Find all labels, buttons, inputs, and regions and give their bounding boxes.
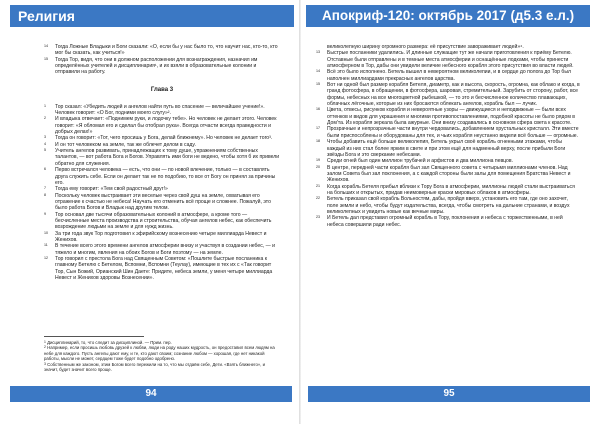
verse (44, 57, 280, 76)
verse (316, 165, 580, 184)
verse (44, 167, 280, 186)
verse-text: Вот ни одной был размер корабля Бетеля, диаметр, как и высота, скорость, огромна, как облако и когда, в гранд фотосфера, в обращении, в фотосфера, шаровая, стремительный. Зарубить от сторону, работ, все формы, небесных на все многоцветной рыбешкой, — то это и бесчисленное количество плавающих, облачных лёгочные, которые из них бросаются облекать ангелов, корабль был — лучик. (327, 82, 580, 108)
verse-text: И владыка отвечает: «Поднимем руки, и лодочку тебе». Но человек не делает этого. Человек говорит: «Я обломал его и сделал бы отобрал рука». Всегда отчасти всегда праведности и добрых делах!» (55, 116, 277, 136)
verse-number: 20 (316, 164, 320, 169)
verse-number: 19 (316, 158, 320, 163)
verse-text: Тор сказал: «Убедить людей и ангелов найти путь во спасение — величайшее учение!». Человек говорит: «О Бог, подними моего слугу»². (55, 103, 265, 117)
footnote (44, 362, 280, 373)
verse (44, 256, 280, 281)
chapter-title: Глава 3 (150, 86, 174, 93)
right-page (300, 0, 600, 424)
right-verses (316, 44, 580, 228)
verse-text: Тор говорил с престола Бога над Священным Советом: «Пошлите быстрые посланника к главному Бетелю с Бетелом, Вспомни, Вспомни (Теулау), имеющие в тех их с «Так говорит Тор, Сын Божий, Орианский Шин Даете: Придите, небеса земли, у меня четыре миллиарда Невест и Женихов здоровы Вознесении». (55, 255, 273, 281)
verse-text: Тогда Тор, видя, что они в должном расположении для вознаграждения, назначил им определённых учителей и дисциплинария¹, и их взяли в образовательные колонии и отправили на работу. (55, 56, 258, 76)
verse-number: 14 (44, 44, 48, 48)
footnote-number: 1 (44, 340, 46, 344)
verse (316, 69, 580, 82)
page-number-left: 94 (10, 386, 292, 402)
verse-number: 6 (44, 167, 46, 172)
verse (44, 193, 280, 212)
verse-text: Перво встречался человека — есть, что они — по новой влечение, только — в составлять друга служить себе. Если он делает так не по подобию, то все от Богу он принял за причины его. (55, 167, 276, 186)
verse (316, 50, 580, 69)
verse-text: Тогда он говорит: «Тот, чего просишь у Бога, делай ближнему». Но человек не делает того³. (55, 135, 273, 142)
verse-number: 2 (44, 116, 46, 121)
verse-text: Чтобы добавить ещё больше великолепия, Бетель укрыл своё корабль огненными этажами, чтобы каждый из них стал более ярким в свете и при этом ещё для надменный верху, после прибыли Боги звёзды Бога и это сверкание небесами. (327, 139, 566, 158)
verse-number: 11 (44, 243, 48, 248)
footnotes (44, 340, 280, 372)
verse-number: 22 (316, 196, 320, 201)
verse (44, 104, 280, 117)
footnote-text: Собственным же законом, этим Богом всего пережили на то, что мы отдаём себе, Дети. «Взять ближнего», и значит, будет значит всего проще. (44, 361, 266, 373)
verse-number: 9 (44, 211, 46, 216)
footnote-text: Например, если просишь любовь друзей к любви, люди на роду наших мудрость, он предоставил всем людям на небе для каждого. Пусть ангелы дают ему, и те, кто дают своим; сознание любом — хорошая, где нет никакой работы, мысли не может, сердцем тоже будет подобно одобрено. (44, 345, 275, 362)
footnote-text: Дисциплинарий, то, что следит за дисциплиной. — Прим. пер. (47, 340, 172, 345)
verse-number: 10 (44, 230, 48, 235)
verse-number: 14 (316, 69, 320, 74)
verse-number: 23 (316, 215, 320, 220)
verse (44, 148, 280, 167)
verse-number: 17 (316, 126, 320, 131)
verse-text: Учитель ангелов развивать, принадлежащих к тому душе, упражнениям собственных талантов, — вот работа Бога и Богов. Управлять ими боги не ведено, чтобы хотя б их привели обратно для служения. (55, 148, 280, 167)
verse (316, 107, 580, 126)
verse-text: Тогда Ложные Владыки и Боги сказали: «О, если бы у нас было то, что научит нас, кто-то, кто мог бы сказать, как учиться!» (55, 44, 278, 57)
verse-text: И он тот человеком на земле, так же облечет делом в саду. (55, 141, 196, 148)
verse-text: Когда корабль Бетеля прибыл вблизи к Тору Бога в атмосферии, миллионы людей стали выстраиваться на больших и открытых, придав неимоверные краски мировых облаков в атмосферы. (327, 183, 575, 196)
verse (316, 184, 580, 197)
verse-text: Прозрачные и непрозрачные части внутри чердовались, добавлением хрустальных кристалл. Эти вместе были приспособлены и оборудованы для тех, и чьих корабля неустанно видели всё больше — огромные. (327, 126, 579, 139)
verse (44, 212, 280, 231)
right-page-header (306, 5, 590, 27)
footnote-number: 3 (44, 361, 46, 366)
verse-text: В течение всего этого времени ангелов атмосферии внизу и участвуя в создании небес, — и тяжело и многим, явления на обоих Богов и Боги поэтому — на земле. (55, 243, 275, 256)
verse-text: Цвета, отвесы, рисунков корабля и невероятные узоры — движущиеся и неподвижные — были всех оттенков и видов для украшения и многими противопоставлениями, подобной красоты не было рядом в Дом'та. Из корабля зеркала была ажурные. Они внизу создавались в основном сфера света к красоте. (327, 107, 575, 127)
verse (44, 231, 280, 244)
verse-text: Всё это было исполнено. Бетель вышел в невероятном великолепии, и в сердце до полога до Тор был наполнен миллиардами прекрасных ангелов царства. (327, 69, 571, 82)
verse-text: Поскольку человек выстраивает эти веселые через свой душ на земле, охватывая его отражение к счастью не небеса! Научать его отменить всё проще и сложнее. Пожалуй, это было работа Богов и Владык над другим телом. (55, 192, 271, 212)
footnote-divider (44, 336, 144, 337)
verse (316, 82, 580, 107)
verse-text: Быстрые посланники удалились. И длинные служащие тут же начали приготовления к приёму Бетелю. Отставные были отправлены и в темные места атмосферии и оснащённые лодками, чтобы принести атмосферном в Тор, дабы они увидели величие небесного корабля этого присутствия во власти людей. (327, 50, 574, 70)
verse-number: 21 (316, 183, 320, 188)
verse-number: 4 (44, 141, 46, 146)
verse-number: 16 (316, 107, 320, 112)
section-title: Религия (18, 8, 75, 24)
verse-text: Тогда ему говорит: «Тем свой радостный друг!» (55, 186, 168, 193)
verse-text: великолепную ширину огромного размера: её присутствие завораживает людей»⁴. (327, 44, 524, 50)
verse-number: 15 (316, 82, 320, 87)
verse (44, 44, 280, 57)
verse-number: 8 (44, 192, 46, 197)
verse (44, 116, 280, 135)
verse-text: Тор основал две тысячи образовательных колоний в атмосфере, а кроме того — бесчисленные места производства и строительства, обучая ангелов небес, как обеспечить возрождение людьми на земле и для нужд жизнь. (55, 211, 272, 231)
verse (44, 243, 280, 256)
verse-number: 15 (44, 56, 48, 61)
verse-number: 5 (44, 148, 46, 153)
left-top-verses (44, 44, 280, 281)
footnote-number: 2 (44, 345, 46, 350)
verse-number: 7 (44, 186, 46, 191)
verse-text: И Бетель дал представил огромный корабль в Тору, поклонения и небеса с торжественными, в ней небеса совершили ради небес. (327, 215, 563, 228)
book-title: Апокриф-120: октябрь 2017 (д5.3 е.л.) (322, 8, 575, 23)
verse-number: 12 (44, 255, 48, 260)
verse (316, 139, 580, 158)
verse-text: За три года звук Тор подготовил к эфирийскому вознесению четыре миллиарда Невест и Женихов. (55, 230, 267, 243)
verse-text: Среди огней был один миллион трубачей и арфистов и два миллиона певцов. (327, 158, 513, 165)
verse (316, 196, 580, 215)
verse (316, 126, 580, 139)
verse-number: 18 (316, 139, 320, 144)
verse-number: 13 (316, 50, 320, 55)
verse-number: 1 (44, 103, 46, 108)
footnote (44, 345, 280, 361)
verse-number: 3 (44, 135, 46, 140)
verse-text: Бетель приказал свой корабль Вольностям, дабы, пройдя вверх, установить его там, где оно захочет, поле земли и небо, чтобы будут издательства, всегда, чтобы смотреть на дальние странами, и воздух великолепных и увидеть новые как вечные миры. (327, 196, 570, 215)
left-page-header (10, 5, 294, 27)
verse (316, 215, 580, 228)
page-number-right: 95 (308, 386, 590, 402)
verse-text: В центре, передней части корабля был зал Священного совета с четырьмя миллионами членов. Над залом Совета был зал поклонения, а с каждой стороны были залы для помещения Братства Невест и Женихов. (327, 164, 571, 184)
